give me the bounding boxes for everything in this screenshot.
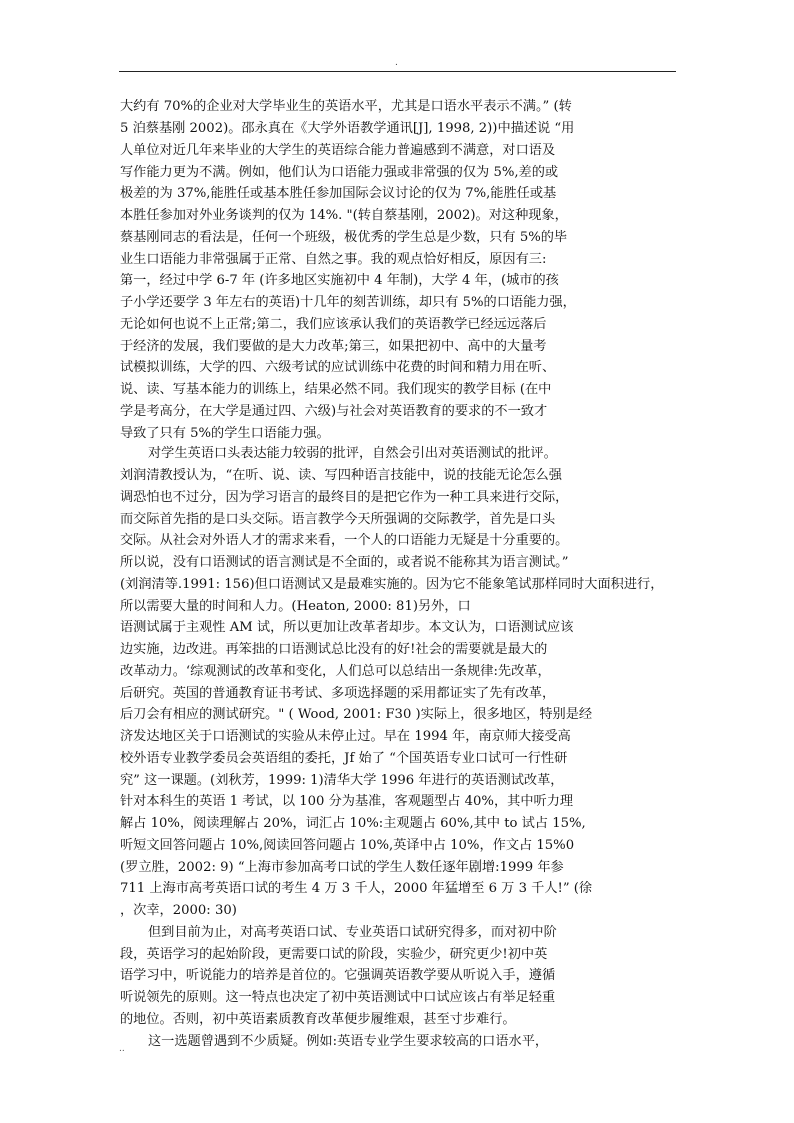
text-line: ，次幸，2000: 30) bbox=[120, 903, 237, 918]
text-line: 的地位。否则，初中英语素质教育改革便步履维艰，甚至寸步难行。 bbox=[120, 1012, 516, 1027]
text-line: 人单位对近几年来毕业的大学生的英语综合能力普遍感到不满意，对口语及 bbox=[120, 143, 556, 158]
page-footer-mark: .. bbox=[119, 1044, 125, 1054]
text-line: 711 上海市高考英语口试的考生 4 万 3 千人，2000 年猛增至 6 万 3 千人!” (徐 bbox=[120, 881, 593, 896]
text-line: 听短文回答问题占 10%,阅读回答问题占 10%,英译中占 10%，作文占 15%0 bbox=[120, 838, 575, 853]
text-line: 语测试属于主观性 AM 试，所以更加让改革者却步。本文认为，口语测试应该 bbox=[120, 620, 574, 635]
page-header-mark: . bbox=[395, 58, 398, 68]
text-line: 导致了只有 5%的学生口语能力强。 bbox=[120, 426, 330, 441]
text-line: 学是考高分，在大学是通过四、六级)与社会对英语教育的要求的不一致才 bbox=[120, 404, 548, 419]
text-line: 边实施，边改进。再笨拙的口语测试总比没有的好!社会的需要就是最大的 bbox=[120, 642, 548, 657]
text-line: 本胜任参加对外业务谈判的仅为 14%. "(转自蔡基刚，2002)。对这种现象， bbox=[120, 208, 568, 223]
text-line: 蔡基刚同志的看法是，任何一个班级，极优秀的学生总是少数，只有 5%的毕 bbox=[120, 230, 568, 245]
text-line: (刘润清等.1991: 156)但口语测试又是最难实施的。因为它不能象笔试那样同时大面积进行， bbox=[120, 577, 664, 592]
text-line: 子小学还要学 3 年左右的英语)十几年的刻苦训练，却只有 5%的口语能力强， bbox=[120, 295, 576, 310]
text-line: 第一，经过中学 6-7 年 (许多地区实施初中 4 年制)，大学 4 年，(城市的孩 bbox=[120, 273, 559, 288]
text-line: 针对本科生的英语 1 考试，以 100 分为基准，客观题型占 40%，其中听力理 bbox=[120, 794, 574, 809]
text-line: 极差的为 37%,能胜任或基本胜任参加国际会议讨论的仅为 7%,能胜任或基 bbox=[120, 186, 557, 201]
text-line: 无论如何也说不上正常;第二，我们应该承认我们的英语教学已经远远落后 bbox=[120, 317, 547, 332]
text-line: 但到目前为止，对高考英语口试、专业英语口试研究得多，而对初中阶 bbox=[148, 925, 557, 940]
text-line: 调恐怕也不过分，因为学习语言的最终目的是把它作为一种工具来进行交际， bbox=[120, 490, 569, 505]
text-line: 写作能力更为不满。例如，他们认为口语能力强或非常强的仅为 5%,差的或 bbox=[120, 165, 559, 180]
text-line: 说、读、写基本能力的训练上，结果必然不同。我们现实的教学目标 (在中 bbox=[120, 382, 552, 397]
text-line: 大约有 70%的企业对大学毕业生的英语水平，尤其是口语水平表示不满。” (转 bbox=[120, 99, 572, 114]
text-line: 对学生英语口头表达能力较弱的批评，自然会引出对英语测试的批评。 bbox=[148, 446, 557, 461]
text-line: 改革动力。‘综观测试的改革和变化，人们总可以总结出一条规律:先改革， bbox=[120, 664, 551, 679]
text-line: 而交际首先指的是口头交际。语言教学今天所强调的交际教学，首先是口头 bbox=[120, 512, 556, 527]
text-line: (罗立胜，2002: 9) “上海市参加高考口试的学生人数任逐年剧增:1999 年参 bbox=[120, 860, 564, 875]
text-line: 后刀会有相应的测试研究。" ( Wood, 2001: F30 )实际上，很多地区，特别是经 bbox=[120, 707, 593, 722]
text-line: 这一选题曾遇到不少质疑。例如:英语专业学生要求较高的口语水平， bbox=[148, 1034, 549, 1049]
text-line: 刘润清教授认为，“在听、说、读、写四种语言技能中，说的技能无论怎么强 bbox=[120, 468, 562, 483]
text-line: 交际。从社会对外语人才的需求来看，一个人的口语能力无疑是十分重要的。 bbox=[120, 533, 569, 548]
text-line: 试模拟训练，大学的四、六级考试的应试训练中花费的时间和精力用在听、 bbox=[120, 360, 556, 375]
text-line: 济发达地区关于口语测试的实验从未停止过。早在 1994 年，南京师大接受高 bbox=[120, 729, 571, 744]
text-line: 5 泊蔡基刚 2002)。邵永真在《大学外语教学通讯[J], 1998, 2))中描述说 “用 bbox=[120, 121, 575, 136]
text-line: 后研究。英国的普通教育证书考试、多项选择题的采用都证实了先有改革， bbox=[120, 686, 556, 701]
text-line: 语学习中，听说能力的培养是首位的。它强调英语教学要从听说入手，遵循 bbox=[120, 968, 556, 983]
text-line: 解占 10%，阅读理解占 20%，词汇占 10%:主观题占 60%,其中 to 试占 15%, bbox=[120, 816, 586, 831]
text-line: 所以说，没有口语测试的语言测试是不全面的，或者说不能称其为语言测试。” bbox=[120, 555, 569, 570]
text-line: 所以需要大量的时间和人力。(Heaton, 2000: 81)另外，口 bbox=[120, 599, 471, 614]
text-line: 听说领先的原则。这一特点也决定了初中英语测试中口试应该占有举足轻重 bbox=[120, 990, 556, 1005]
text-line: 业生口语能力非常强属于正常、自然之事。我的观点恰好相反，原因有三: bbox=[120, 252, 547, 267]
text-line: 于经济的发展，我们要做的是大力改革;第三，如果把初中、高中的大量考 bbox=[120, 339, 547, 354]
text-line: 究” 这一课题。(刘秋芳，1999: 1)清华大学 1996 年进行的英语测试改革， bbox=[120, 773, 564, 788]
text-line: 校外语专业教学委员会英语组的委托，Jf 始了 “个国英语专业口试可一行性研 bbox=[120, 751, 568, 766]
text-line: 段，英语学习的起始阶段，更需要口试的阶段，实验少，研究更少!初中英 bbox=[120, 947, 548, 962]
